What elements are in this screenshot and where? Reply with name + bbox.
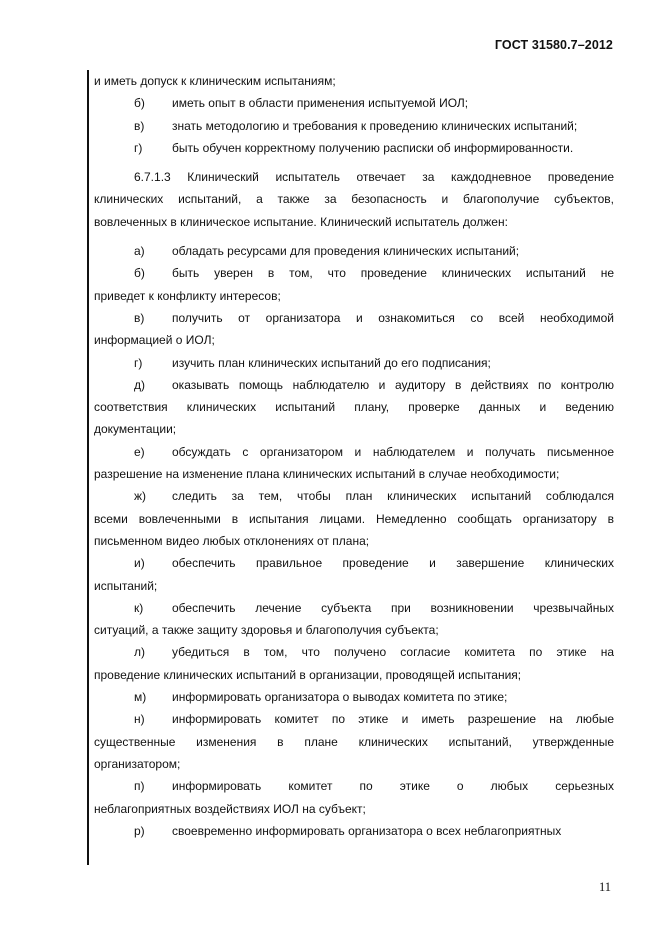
list-item	[94, 307, 614, 352]
list-item-text: информировать комитет по этике о любых серьезных	[172, 779, 614, 794]
list-item-continuation: письменном видео любых отклонениях от плана;	[94, 533, 370, 548]
list-item	[94, 686, 614, 708]
subitem-text: быть обучен корректному получению расписки об информированности.	[172, 140, 574, 155]
subitem-text: иметь опыт в области применения испытуемой ИОЛ;	[172, 96, 469, 111]
intro-subitem-b	[94, 92, 614, 114]
list-item-marker: м)	[134, 690, 147, 705]
list-item-text: обладать ресурсами для проведения клинических испытаний;	[172, 244, 520, 259]
list-item-marker: б)	[134, 266, 145, 281]
document-body	[94, 70, 614, 842]
list-item-first-line	[94, 352, 614, 374]
list-item-marker: г)	[134, 355, 143, 370]
revision-margin-bar	[87, 70, 89, 865]
list-item-text: обеспечить лечение субъекта при возникновении чрезвычайных	[172, 600, 614, 615]
continuation-line: и иметь допуск к клиническим испытаниям;	[94, 74, 336, 88]
list-item	[94, 485, 614, 552]
list-item-marker: н)	[134, 712, 145, 727]
list-item-text: убедиться в том, что получено согласие комитета по этике на	[172, 645, 614, 660]
list-item-marker: е)	[134, 444, 145, 459]
list-item-text: своевременно информировать организатора о всех неблагоприятных	[172, 823, 562, 838]
list-item-first-line	[94, 775, 614, 797]
list-item-text: информировать комитет по этике и иметь разрешение на любые	[172, 712, 614, 727]
list-item-text: получить от организатора и ознакомиться со всей необходимой	[172, 310, 614, 325]
list-item	[94, 552, 614, 597]
list-item-first-line	[94, 441, 614, 463]
list-item-continuation: соответствия клинических испытаний плану, проверке данных и ведению	[94, 400, 614, 415]
list-item-marker: и)	[134, 556, 145, 571]
list-item-marker: л)	[134, 645, 145, 660]
list-item-continuation: проведение клинических испытаний в организации, проводящей испытания;	[94, 667, 522, 682]
list-item-text: обеспечить правильное проведение и завершение клинических	[172, 556, 614, 571]
list-item-text: быть уверен в том, что проведение клинических испытаний не	[172, 266, 614, 281]
list-item-first-line	[94, 552, 614, 574]
section-paragraph-line-2: клинических испытаний, а также за безопасность и благополучие субъектов,	[94, 192, 614, 207]
list-item-continuation: информацией о ИОЛ;	[94, 333, 215, 348]
subitem-text: знать методологию и требования к проведению клинических испытаний;	[172, 118, 578, 133]
list-item-first-line	[94, 686, 614, 708]
page-number: 11	[598, 880, 611, 894]
list-item-first-line	[94, 820, 614, 842]
list-item-continuation: приведет к конфликту интересов;	[94, 288, 281, 303]
list-item-marker: а)	[134, 244, 145, 259]
intro-subitem-g	[94, 137, 614, 159]
list-item-continuation: всеми вовлеченными в испытания лицами. Немедленно сообщать организатору в	[94, 511, 614, 526]
list-item-first-line	[94, 485, 614, 507]
list-item-continuation: документации;	[94, 422, 177, 437]
list-item-continuation: организатором;	[94, 756, 181, 771]
list-item-first-line	[94, 374, 614, 396]
list-item-text: информировать организатора о выводах комитета по этике;	[172, 690, 508, 705]
subitem-marker: г)	[134, 140, 143, 155]
subitem-marker: в)	[134, 118, 145, 133]
list-item-first-line	[94, 307, 614, 329]
list-item-text: оказывать помощь наблюдателю и аудитору в действиях по контролю	[172, 377, 614, 392]
list-item-continuation: разрешение на изменение плана клинических испытаний в случае необходимости;	[94, 467, 560, 482]
list-item	[94, 352, 614, 374]
requirements-list	[94, 240, 614, 842]
list-item-marker: п)	[134, 779, 145, 794]
list-item-first-line	[94, 240, 614, 262]
list-item-marker: д)	[134, 377, 145, 392]
list-item	[94, 262, 614, 307]
list-item-marker: в)	[134, 310, 145, 325]
list-item	[94, 240, 614, 262]
subitem-marker: б)	[134, 96, 145, 111]
list-item-first-line	[94, 597, 614, 619]
intro-subitem-v	[94, 115, 614, 137]
list-item	[94, 708, 614, 775]
list-item-text: изучить план клинических испытаний до его подписания;	[172, 355, 491, 370]
list-item-marker: ж)	[134, 489, 147, 504]
list-item-first-line	[94, 708, 614, 730]
list-item	[94, 374, 614, 441]
list-item-continuation: ситуаций, а также защиту здоровья и благополучия субъекта;	[94, 623, 439, 638]
list-item-continuation: неблагоприятных воздействиях ИОЛ на субъект;	[94, 801, 366, 816]
section-paragraph-line-1: 6.7.1.3 Клинический испытатель отвечает за каждодневное проведение	[134, 170, 614, 185]
section-paragraph-line-3: вовлеченных в клиническое испытание. Клинический испытатель должен:	[94, 214, 508, 229]
document-header-code: ГОСТ 31580.7–2012	[494, 38, 613, 52]
list-item-continuation: испытаний;	[94, 578, 158, 593]
list-item	[94, 641, 614, 686]
list-item-text: обсуждать с организатором и наблюдателем и получать письменное	[172, 444, 614, 459]
list-item-continuation: существенные изменения в плане клинических испытаний, утвержденные	[94, 734, 614, 749]
list-item-first-line	[94, 262, 614, 284]
list-item-first-line	[94, 641, 614, 663]
list-item	[94, 597, 614, 642]
list-item	[94, 441, 614, 486]
list-item	[94, 775, 614, 820]
list-item-marker: р)	[134, 823, 145, 838]
list-item	[94, 820, 614, 842]
list-item-text: следить за тем, чтобы план клинических испытаний соблюдался	[172, 489, 614, 504]
list-item-marker: к)	[134, 600, 144, 615]
